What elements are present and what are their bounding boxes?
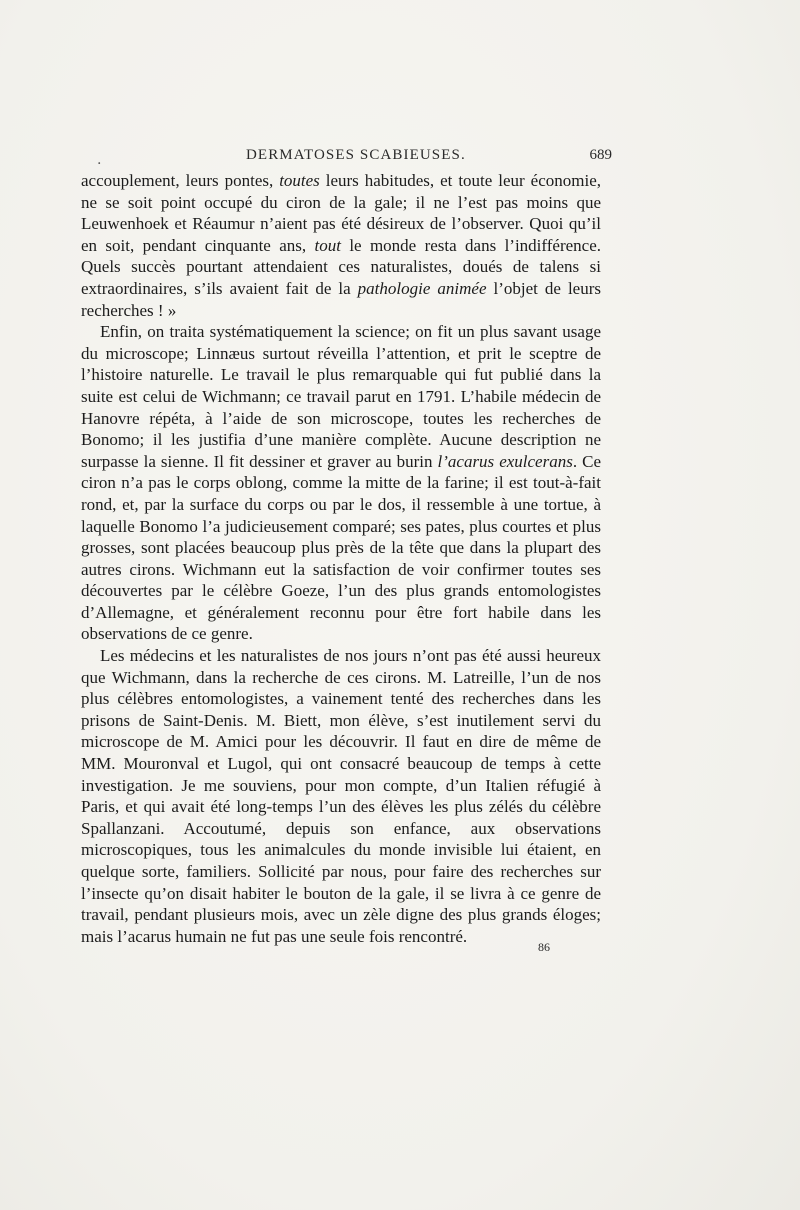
paragraph-1-text-d: l’objet de leurs recherches ! » [81, 278, 602, 320]
body-text [81, 170, 601, 947]
paragraph-1 [81, 170, 601, 321]
paragraph-1-text-c: le monde resta dans l’indifférence. Quels succès pourtant attendaient ces naturalistes, doués de talens si extraordinaires, s’ils avaient fait de la [81, 235, 602, 298]
paragraph-2-italic-a: l’acarus exulcerans [437, 451, 573, 471]
paragraph-2 [81, 321, 601, 645]
paragraph-1-text-b: leurs habitudes, et toute leur économie, ne se soit point occupé du ciron de la gale; il ne l’est pas moins que Leuwenhoek et Réaumur n’aient pas été désireux de l’observer. Quoi qu’il en soit, pendant cinquante ans, [81, 171, 601, 255]
header-dot: . [97, 152, 102, 168]
paragraph-2-text-a: Enfin, on traita systématiquement la science; on fit un plus savant usage du microscope; Linnæus surtout réveilla l’attention, et prit le sceptre de l’histoire naturelle. Le travail le plus remarquable qui fut publié dans la suite est celui de Wichmann; ce travail parut en 1791. L’habile médecin de Hanovre répéta, à l’aide de son microscope, toutes les recherches de Bonomo; il les justifia d’une manière complète. Aucune description ne surpasse la sienne. Il fit dessiner et graver au burin [81, 322, 601, 471]
paragraph-3-text-a: Les médecins et les naturalistes de nos jours n’ont pas été aussi heureux que Wichmann, dans la recherche de ces cirons. M. Latreille, l’un de nos plus célèbres entomologistes, a vainement tenté des recherches dans les prisons de Saint-Denis. M. Biett, mon élève, s’est inutilement servi du microscope de M. Amici pour les découvrir. Il faut en dire de même de MM. Mouronval et Lugol, qui ont consacré beaucoup de temps à cette investigation. Je me souviens, pour mon compte, d’un Italien réfugié à Paris, et qui avait été long-temps l’un des élèves les plus zélés du célèbre Spallanzani. Accoutumé, depuis son enfance, aux observations microscopiques, tous les animalcules du monde invisible lui étaient, en quelque sorte, familiers. Sollicité par nous, pour faire des recherches sur l’insecte qu’on disait habiter le bouton de la gale, il se livra à ce genre de travail, pendant plusieurs mois, avec un zèle digne des plus grands éloges; mais l’acarus humain ne fut pas une seule fois rencontré. [81, 646, 601, 946]
paragraph-1-italic-b: tout [314, 235, 341, 255]
paragraph-1-text-a: accouplement, leurs pontes, [81, 171, 280, 190]
signature-mark: 86 [538, 940, 550, 954]
running-head: DERMATOSES SCABIEUSES. [246, 147, 466, 163]
paragraph-3 [81, 645, 601, 947]
paragraph-1-italic-a: toutes [279, 171, 320, 190]
page-number: 689 [589, 147, 612, 163]
paragraph-1-italic-c: pathologie animée [357, 278, 487, 298]
paragraph-2-text-b: . Ce ciron n’a pas le corps oblong, comme la mitte de la farine; il est tout-à-fait rond, et, par la surface du corps ou par le dos, il ressemble à une tortue, à laquelle Bonomo l’a judicieusement comparé; ses pates, plus courtes et plus grosses, sont placées beaucoup plus près de la tête que dans la plupart des autres cirons. Wichmann eut la satisfaction de voir confirmer toutes ses découvertes par le célèbre Goeze, l’un des plus grands entomologistes d’Allemagne, et généralement reconnu pour être fort habile dans les observations de ce genre. [81, 451, 601, 644]
